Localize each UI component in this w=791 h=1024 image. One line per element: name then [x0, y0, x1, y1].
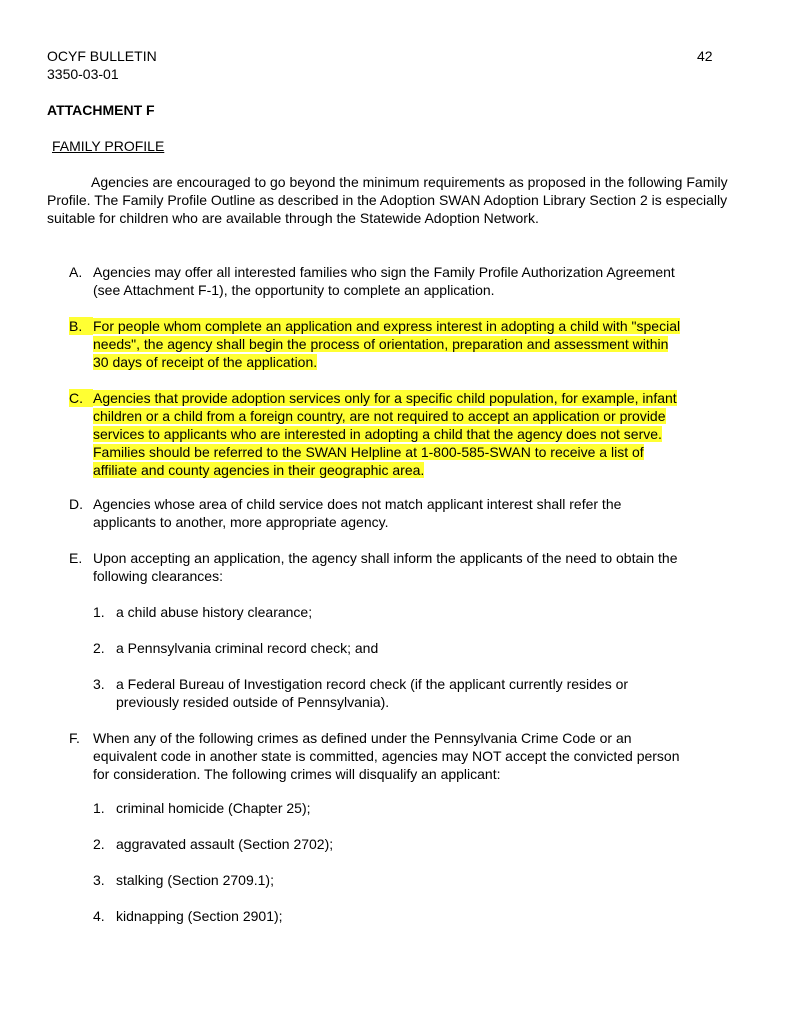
sub-item-line: a Federal Bureau of Investigation record check (if the applicant currently resides or	[116, 676, 629, 692]
sub-item-label: 1.	[93, 604, 105, 620]
item-line: When any of the following crimes as defined under the Pennsylvania Crime Code or an	[93, 730, 632, 746]
item-line: following clearances:	[93, 568, 223, 584]
sub-item-label: 2.	[93, 836, 105, 852]
sub-item-line: a Pennsylvania criminal record check; and	[116, 640, 379, 656]
sub-item-line: stalking (Section 2709.1);	[116, 872, 274, 888]
bulletin-number: 3350-03-01	[47, 66, 119, 82]
item-line: Agencies may offer all interested families who sign the Family Profile Authorization Agreement	[93, 264, 675, 280]
item-line: needs", the agency shall begin the process of orientation, preparation and assessment within	[93, 336, 669, 352]
sub-item-line: previously resided outside of Pennsylvania).	[116, 694, 390, 710]
item-label: D.	[69, 496, 83, 512]
clearance-item-3	[93, 675, 771, 711]
attachment-title: ATTACHMENT F	[47, 102, 155, 118]
list-item-c	[69, 389, 773, 479]
sub-item-label: 2.	[93, 640, 105, 656]
item-line: applicants to another, more appropriate agency.	[93, 514, 389, 530]
list-item-a	[69, 263, 773, 299]
sub-item-line: kidnapping (Section 2901);	[116, 908, 283, 924]
list-item-b	[69, 317, 773, 371]
bulletin-header	[47, 47, 157, 83]
list-item-e	[69, 549, 773, 585]
item-line: affiliate and county agencies in their geographic area.	[93, 462, 425, 478]
clearance-item-2	[93, 639, 771, 657]
crime-item-4	[93, 907, 771, 925]
item-line: services to applicants who are interested in adopting a child that the agency does not serve.	[93, 426, 662, 442]
item-line: Families should be referred to the SWAN Helpline at 1-800-585-SWAN to receive a list of	[93, 444, 644, 460]
bulletin-title: OCYF BULLETIN	[47, 48, 157, 64]
item-line: 30 days of receipt of the application.	[93, 354, 318, 370]
sub-item-label: 4.	[93, 908, 105, 924]
crime-item-2	[93, 835, 771, 853]
sub-item-label: 3.	[93, 676, 105, 692]
clearance-item-1	[93, 603, 771, 621]
crime-item-1	[93, 799, 771, 817]
item-line: (see Attachment F-1), the opportunity to complete an application.	[93, 282, 495, 298]
intro-paragraph: Agencies are encouraged to go beyond the minimum requirements as proposed in the following Family Profile. The Family Profile Outline as described in the Adoption SWAN Adoption Library Section 2 is especially suitable for children who are available through the Statewide Adoption Network.	[47, 174, 728, 226]
sub-item-label: 3.	[93, 872, 105, 888]
list-item-d	[69, 495, 773, 531]
crime-item-3	[93, 871, 771, 889]
page-number: 42	[697, 48, 713, 64]
item-line: Agencies whose area of child service does not match applicant interest shall refer the	[93, 496, 622, 512]
item-line: Upon accepting an application, the agency shall inform the applicants of the need to obtain the	[93, 550, 678, 566]
sub-item-label: 1.	[93, 800, 105, 816]
item-label: C.	[69, 389, 93, 407]
section-title: FAMILY PROFILE	[52, 138, 165, 154]
item-label: E.	[69, 550, 83, 566]
list-item-f	[69, 729, 773, 783]
item-line: For people whom complete an application and express interest in adopting a child with "special	[93, 318, 681, 334]
item-line: for consideration. The following crimes will disqualify an applicant:	[93, 766, 501, 782]
item-line: children or a child from a foreign country, are not required to accept an application or provide	[93, 408, 666, 424]
sub-item-line: aggravated assault (Section 2702);	[116, 836, 334, 852]
item-line: equivalent code in another state is committed, agencies may NOT accept the convicted person	[93, 748, 680, 764]
item-label: A.	[69, 264, 83, 280]
item-label: F.	[69, 730, 80, 746]
sub-item-line: a child abuse history clearance;	[116, 604, 313, 620]
item-label: B.	[69, 317, 93, 335]
sub-item-line: criminal homicide (Chapter 25);	[116, 800, 311, 816]
item-line: Agencies that provide adoption services only for a specific child population, for example, infant	[93, 390, 677, 406]
